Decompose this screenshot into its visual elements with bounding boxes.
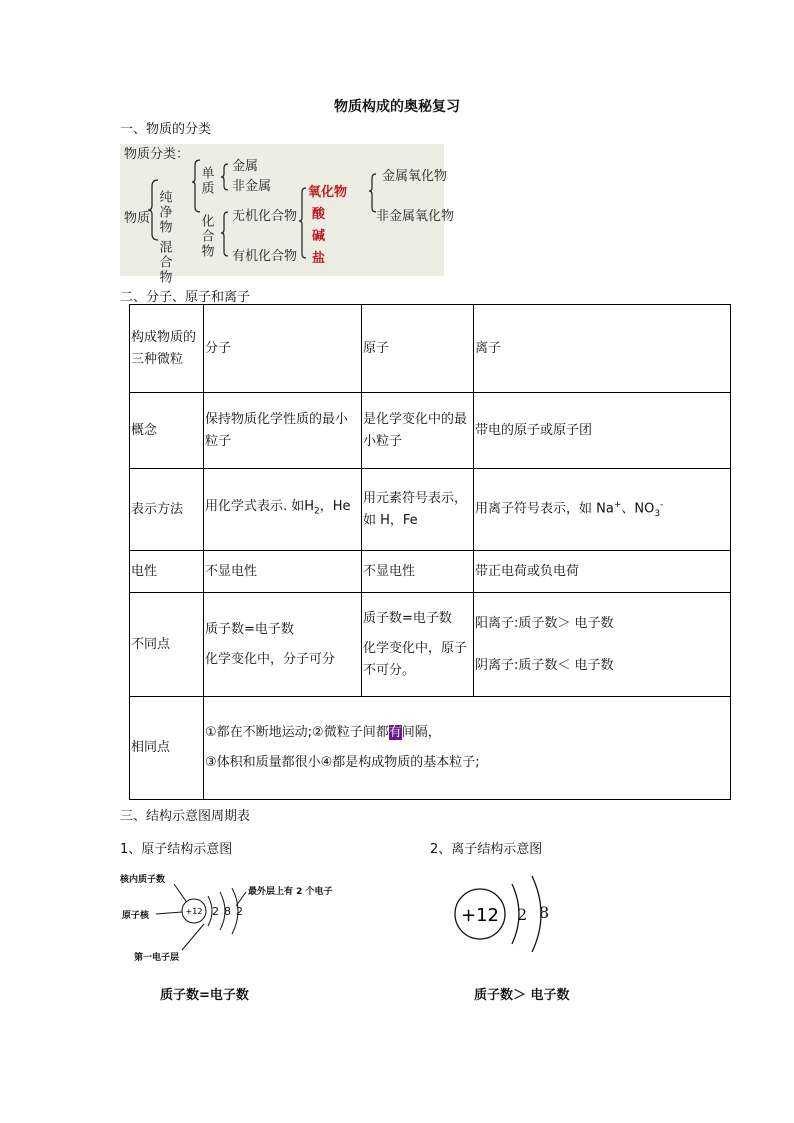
cls-inorganic: 无机化合物 bbox=[232, 209, 298, 224]
cell-same-label: 相同点 bbox=[130, 697, 204, 800]
cell-charge-atom: 不显电性 bbox=[362, 551, 474, 593]
cls-element: 单质 bbox=[198, 166, 214, 196]
cls-compound: 化合物 bbox=[198, 214, 214, 259]
cls-mixture: 混合物 bbox=[156, 240, 172, 285]
table-row bbox=[130, 551, 731, 593]
diff-atom-line1: 质子数=电子数 bbox=[363, 610, 452, 626]
diff-ion-line2: 阴离子:质子数＜ 电子数 bbox=[475, 657, 614, 673]
atom-caption: 质子数=电子数 bbox=[160, 988, 249, 1003]
same-line-1: ①都在不断地运动;②微粒子间都有间隔， bbox=[205, 725, 441, 740]
section-heading-structure: 三、结构示意图周期表 bbox=[120, 809, 251, 824]
cell-concept-atom: 是化学变化中的最小粒子 bbox=[362, 393, 474, 469]
cell-same-content bbox=[204, 697, 731, 800]
cls-oxide: 氧化物 bbox=[308, 185, 348, 200]
cls-base: 碱 bbox=[312, 229, 326, 244]
ion-diagram-title: 2、离子结构示意图 bbox=[430, 842, 543, 857]
atom-diagram-title: 1、原子结构示意图 bbox=[120, 842, 233, 857]
ion-shell-2: 8 bbox=[539, 903, 550, 922]
ion-structure-diagram bbox=[446, 868, 576, 958]
classification-tree bbox=[120, 144, 455, 285]
table-row bbox=[130, 593, 731, 697]
section-heading-classification: 一、物质的分类 bbox=[120, 122, 212, 137]
atom-shell-2: 8 bbox=[224, 905, 231, 918]
cls-heading: 物质分类： bbox=[124, 147, 190, 162]
table-row bbox=[130, 393, 731, 469]
cell-charge-label: 电性 bbox=[130, 551, 204, 593]
ion-shell-1: 2 bbox=[517, 905, 528, 924]
cell-header-particle: 构成物质的三种微粒 bbox=[130, 305, 204, 393]
table-row bbox=[130, 697, 731, 800]
classification-diagram bbox=[120, 144, 455, 285]
cell-concept-molecule: 保持物质化学性质的最小粒子 bbox=[204, 393, 362, 469]
cls-metal: 金属 bbox=[232, 159, 259, 174]
atom-shell-3: 2 bbox=[236, 905, 243, 918]
diff-atom-line2: 化学变化中，原子不可分。 bbox=[363, 640, 468, 678]
cls-nonmetal-oxide: 非金属氧化物 bbox=[376, 209, 455, 224]
diff-ion-line1: 阳离子:质子数＞ 电子数 bbox=[475, 615, 614, 631]
cell-diff-label: 不同点 bbox=[130, 593, 204, 697]
cell-header-atom: 原子 bbox=[362, 305, 474, 393]
diff-molecule-line1: 质子数=电子数 bbox=[205, 621, 294, 637]
table-row bbox=[130, 469, 731, 551]
table-row bbox=[130, 305, 731, 393]
cell-diff-ion bbox=[474, 593, 731, 697]
cell-notation-ion: 用离子符号表示，如 Na+、$NO_3^-$ bbox=[474, 469, 731, 551]
cell-concept-ion: 带电的原子或原子团 bbox=[474, 393, 731, 469]
atom-diagram-svg bbox=[120, 868, 370, 968]
atom-label-outer: 最外层上有 2 个电子 bbox=[248, 887, 333, 897]
cls-salt: 盐 bbox=[312, 251, 326, 266]
cls-nonmetal: 非金属 bbox=[232, 179, 272, 194]
cell-charge-ion: 带正电荷或负电荷 bbox=[474, 551, 731, 593]
page-title: 物质构成的奥秘复习 bbox=[334, 99, 460, 115]
same-line-2: ③体积和质量都很小④都是构成物质的基本粒子; bbox=[205, 755, 480, 770]
ion-diagram-svg bbox=[446, 868, 576, 958]
cls-acid: 酸 bbox=[312, 207, 326, 222]
cell-notation-atom: 用元素符号表示，如 H，Fe bbox=[362, 469, 474, 551]
cell-header-ion: 离子 bbox=[474, 305, 731, 393]
section-heading-particles: 二、分子、原子和离子 bbox=[120, 290, 251, 305]
particles-table bbox=[129, 304, 731, 800]
cell-charge-molecule: 不显电性 bbox=[204, 551, 362, 593]
cls-organic: 有机化合物 bbox=[232, 249, 298, 264]
atom-nucleus-label: +12 bbox=[185, 907, 203, 916]
cell-notation-molecule: 用化学式表示. 如$H_2$，He bbox=[204, 469, 362, 551]
cell-diff-molecule bbox=[204, 593, 362, 697]
atom-label-first-shell: 第一电子层 bbox=[134, 953, 180, 963]
cell-diff-atom bbox=[362, 593, 474, 697]
cls-pure: 纯净物 bbox=[156, 190, 172, 235]
atom-structure-diagram bbox=[120, 868, 370, 968]
atom-label-protons: 核内质子数 bbox=[120, 875, 166, 885]
cls-root: 物质 bbox=[124, 211, 151, 226]
atom-label-nucleus: 原子核 bbox=[122, 911, 150, 921]
cell-header-molecule: 分子 bbox=[204, 305, 362, 393]
atom-shell-1: 2 bbox=[212, 905, 219, 918]
ion-nucleus-label: +12 bbox=[461, 905, 499, 926]
cell-notation-label: 表示方法 bbox=[130, 469, 204, 551]
cell-concept-label: 概念 bbox=[130, 393, 204, 469]
diff-molecule-line2: 化学变化中，分子可分 bbox=[205, 651, 336, 667]
ion-caption: 质子数＞ 电子数 bbox=[474, 988, 570, 1003]
cls-metal-oxide: 金属氧化物 bbox=[382, 169, 448, 184]
